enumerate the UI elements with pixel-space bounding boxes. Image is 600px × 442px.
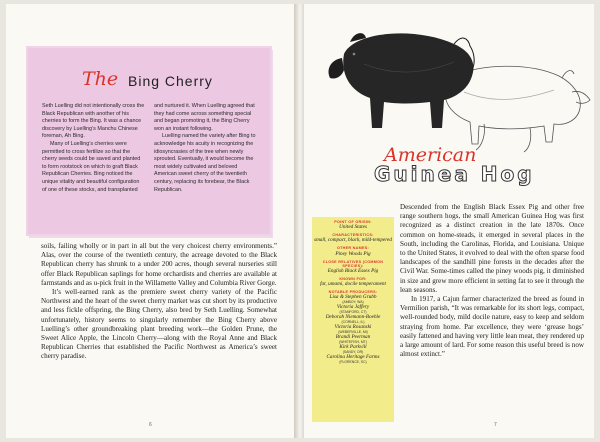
producer-location: (FLORENCE, SC) — [339, 360, 367, 365]
producer-name: Lisa & Stephen Grubb — [329, 294, 377, 301]
left-body-text — [41, 242, 277, 362]
page-number-right: 7 — [494, 422, 497, 428]
producer-location: (CORNELL, IL) — [341, 320, 365, 325]
title-american: American — [384, 144, 477, 166]
black-pig-drawing — [329, 33, 475, 128]
sidebar-title — [82, 68, 282, 92]
fact-value: fat, umami, docile temperament — [320, 281, 386, 288]
producer-name: Deborah Niemann-Boehle — [325, 314, 381, 321]
sidebar-column-2 — [154, 103, 258, 194]
fact-value: small, compact, black, mild-tempered — [314, 237, 392, 244]
producer-name: Carolina Heritage Farms — [326, 354, 380, 361]
sidebar-paragraph: Luelling named the variety after Bing to acknowledge his acuity in recognizing the idiosyncrasies of the tree when newly sprouted. Eventually, it would become the most widely cultivated and beloved American sweet cherry of the twentieth century, replacing its forebear, the Black Republican. — [154, 133, 256, 193]
producer-location: (STANFORD, CT) — [339, 310, 367, 315]
body-paragraph: In 1917, a Cajun farmer characterized the breed as found in Vermilion parish, “It was remarkable for its short legs, compact, well-rounded body, mild docile nature, easy to keep and seldom straying from home. Par excellence, they were ‘grease hogs’ easily fattened and having very little lean meat, they rendered up a large amount of lard. For some reason this useful breed is now almost extinct.” — [400, 295, 584, 359]
page-number-left: 6 — [149, 422, 152, 428]
producer-name: Victoria Rosanski — [334, 324, 372, 331]
title-the: The — [82, 68, 119, 90]
fact-box — [312, 217, 394, 422]
producer-name: Victoria Jaffery — [336, 304, 370, 311]
producer-location: (AMBOY, WA) — [342, 300, 364, 305]
fact-label: CLOSE RELATIVES (COMMON SPECIES): — [322, 259, 384, 268]
fact-label: POINT OF ORIGIN: — [334, 220, 372, 224]
producer-location: (SANDY, OR) — [342, 350, 364, 355]
sidebar-paragraph: Seth Luelling did not intentionally cross the Black Republican with another of his cherries to form the Bing. It was a chance discovery by Luelling’s Manchu Chinese foreman, Ah Bing. — [42, 103, 145, 140]
fact-label: OTHER NAMES: — [336, 246, 370, 251]
fact-value: United States — [339, 224, 367, 231]
left-page — [6, 4, 296, 438]
producers-label: NOTABLE PRODUCERS: — [328, 290, 378, 295]
producer-name: Brandi Peerman — [335, 334, 371, 341]
title-guinea-hog: Guinea Hog — [374, 162, 535, 186]
sidebar-paragraph: and nurtured it. When Luelling agreed that they had come across something special and began promoting it, the Bing Cherry won an instant following. — [154, 103, 255, 132]
fact-value: Piney Woods Pig — [335, 250, 371, 257]
right-body-text — [400, 203, 584, 359]
fact-label: KNOWN FOR: — [339, 277, 367, 282]
producer-location: (WHITEFISH, MT) — [339, 340, 367, 345]
body-paragraph: It’s well-earned rank as the premiere sweet cherry variety of the Pacific Northwest and the heart of the sweet cherry market was cut short by its productive and less fickle offspring, the Bing Cherry, also bred by Seth Luelling. Somewhat unfortunately, history seems to singularly remember the Bing Cherry above Luelling’s other groundbreaking plant breeding work—the Golden Prune, the Sweet Alice Apple, the Lincoln Cherry—along with the Royal Anne and Black Republican Cherries that established the Pacific Northwest as America’s sweet cherry paradise. — [41, 288, 277, 361]
producer-name: Kirk Parkvill — [339, 344, 367, 351]
sidebar-paragraph: Many of Luelling’s cherries were permitted to cross fertilize so that the cherry seeds could be saved and planted to form rootstock on which to graft Black Republican Cherries. Bing noticed the unique vitality and beautiful configuration of one of these stocks, and transplanted — [42, 140, 141, 193]
body-paragraph: Descended from the English Black Essex Pig and other free range southern hogs, the small American Guinea Hog was first recognized as a distinct creation in the late 1870s. Once common on home-steads, it emerged in several places in the South, including the Carolinas, Florida, and Louisiana. Unique to the United States, it evolved to deal with the often sparse food landscapes of the sandhill pine forests in the decades after the Civil War. Some-times called the piney woods pig, it diminished in size and grew more efficient in setting fat to see it through the lean seasons. — [400, 203, 584, 294]
body-paragraph: soils, failing wholly or in part in all but the very choicest cherry environments.” Alas, over the course of the twentieth century, the acreage devoted to the Black Republican cherry has shrunk to a under 200 acres, though several nurseries still offer Black Republican saplings for home orchardists and cherries are available at farmstands and as u-pick fruit in the Willamette Valley and Columbia River Gorge. — [41, 242, 277, 287]
sidebar-column-1 — [42, 103, 145, 194]
fact-label: CHARACTERISTICS: — [332, 233, 374, 238]
fact-value: English Black Essex Pig — [327, 268, 379, 275]
title-bing-cherry: Bing Cherry — [128, 73, 213, 89]
right-page — [304, 4, 594, 438]
producer-location: (WEBERVILLE, MI) — [338, 330, 368, 335]
